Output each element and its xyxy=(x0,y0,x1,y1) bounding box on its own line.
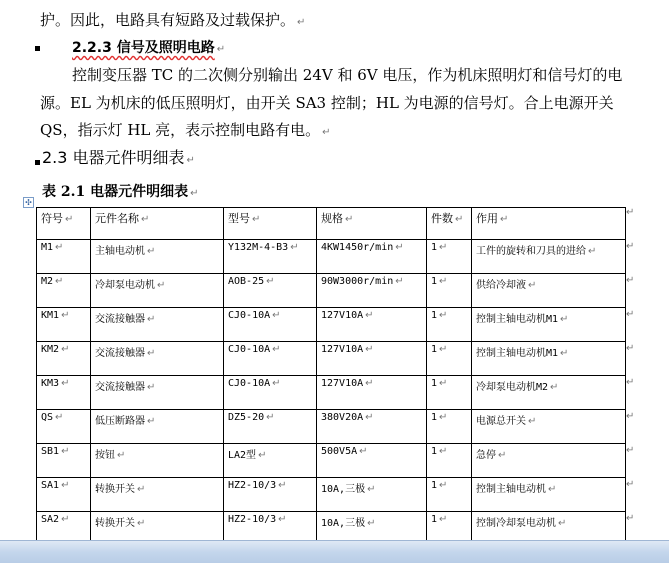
table-row xyxy=(37,376,626,410)
table-cell[interactable]: 1 ↵ xyxy=(427,274,472,308)
table-cell[interactable]: 127V10A ↵ xyxy=(317,376,427,410)
paragraph-line-1: 控制变压器 TC 的二次侧分别输出 24V 和 6V 电压，作为机床照明灯和信号灯的电 xyxy=(72,66,623,84)
paragraph-line-2: 源。EL 为机床的低压照明灯，由开关 SA3 控制；HL 为电源的信号灯。合上电源开关 xyxy=(40,94,614,112)
table-cell[interactable]: 控制主轴电动机 ↵ xyxy=(472,478,626,512)
table-cell[interactable]: QS ↵ xyxy=(37,410,91,444)
table-cell[interactable]: DZ5-20 ↵ xyxy=(224,410,317,444)
row-end-mark: ↵ xyxy=(626,207,635,218)
table-cell[interactable]: 低压断路器 ↵ xyxy=(91,410,224,444)
table-header-cell[interactable]: 符号 ↵ xyxy=(37,208,91,240)
table-cell[interactable]: 1 ↵ xyxy=(427,478,472,512)
table-cell[interactable]: 工件的旋转和刀具的进给 ↵ xyxy=(472,240,626,274)
table-cell[interactable]: SB1 ↵ xyxy=(37,444,91,478)
table-cell[interactable]: HZ2-10/3 ↵ xyxy=(224,478,317,512)
table-cell[interactable]: 急停 ↵ xyxy=(472,444,626,478)
table-caption: 表 2.1 电器元件明细表 ↵ xyxy=(42,184,199,200)
table-cell[interactable]: 按钮 ↵ xyxy=(91,444,224,478)
table-header-cell[interactable]: 规格 ↵ xyxy=(317,208,427,240)
text-line-top: 护。因此，电路具有短路及过载保护。 ↵ xyxy=(40,11,306,29)
table-cell[interactable]: 控制主轴电动机M1 ↵ xyxy=(472,308,626,342)
paragraph-line-3: QS，指示灯 HL 亮，表示控制电路有电。 ↵ xyxy=(40,121,331,139)
table-cell[interactable]: 冷却泵电动机 ↵ xyxy=(91,274,224,308)
row-end-mark: ↵ xyxy=(626,445,635,456)
table-header-row xyxy=(37,208,626,240)
table-row xyxy=(37,410,626,444)
table-cell[interactable]: CJ0-10A ↵ xyxy=(224,342,317,376)
table-header-cell[interactable]: 件数 ↵ xyxy=(427,208,472,240)
row-end-mark: ↵ xyxy=(626,275,635,286)
table-cell[interactable]: 转换开关 ↵ xyxy=(91,478,224,512)
table-row xyxy=(37,342,626,376)
table-cell[interactable]: 电源总开关 ↵ xyxy=(472,410,626,444)
row-end-mark: ↵ xyxy=(626,241,635,252)
row-end-mark: ↵ xyxy=(626,343,635,354)
table-cell[interactable]: 1 ↵ xyxy=(427,410,472,444)
row-end-marks xyxy=(626,207,638,540)
table-cell[interactable]: CJ0-10A ↵ xyxy=(224,376,317,410)
table-header-cell[interactable]: 元件名称 ↵ xyxy=(91,208,224,240)
row-end-mark: ↵ xyxy=(626,377,635,388)
table-cell[interactable]: KM1 ↵ xyxy=(37,308,91,342)
table-cell[interactable]: Y132M-4-B3 ↵ xyxy=(224,240,317,274)
table-cell[interactable]: M2 ↵ xyxy=(37,274,91,308)
table-cell[interactable]: 380V20A ↵ xyxy=(317,410,427,444)
table-cell[interactable]: SA2 ↵ xyxy=(37,512,91,541)
table-cell[interactable]: AOB-25 ↵ xyxy=(224,274,317,308)
table-cell[interactable]: 4KW1450r/min ↵ xyxy=(317,240,427,274)
heading-bullet xyxy=(35,46,40,51)
status-bar xyxy=(0,540,669,563)
table-cell[interactable]: 交流接触器 ↵ xyxy=(91,376,224,410)
table-cell[interactable]: 主轴电动机 ↵ xyxy=(91,240,224,274)
table-cell[interactable]: 交流接触器 ↵ xyxy=(91,342,224,376)
table-header-cell[interactable]: 作用 ↵ xyxy=(472,208,626,240)
table-row xyxy=(37,308,626,342)
table-row xyxy=(37,444,626,478)
table-cell[interactable]: 控制冷却泵电动机 ↵ xyxy=(472,512,626,541)
table-cell[interactable]: M1 ↵ xyxy=(37,240,91,274)
component-table xyxy=(36,207,626,540)
table-cell[interactable]: 交流接触器 ↵ xyxy=(91,308,224,342)
table-row xyxy=(37,240,626,274)
table-cell[interactable]: KM2 ↵ xyxy=(37,342,91,376)
table-row xyxy=(37,274,626,308)
table-cell[interactable]: 控制主轴电动机M1 ↵ xyxy=(472,342,626,376)
table-cell[interactable]: 1 ↵ xyxy=(427,376,472,410)
table-cell[interactable]: 10A,三极 ↵ xyxy=(317,478,427,512)
table-cell[interactable]: HZ2-10/3 ↵ xyxy=(224,512,317,541)
table-cell[interactable]: 1 ↵ xyxy=(427,240,472,274)
table-move-handle-icon[interactable]: ✣ xyxy=(23,197,34,208)
table-cell[interactable]: 127V10A ↵ xyxy=(317,342,427,376)
table-cell[interactable]: KM3 ↵ xyxy=(37,376,91,410)
heading-2-2-3: 2.2.3 信号及照明电路 ↵ xyxy=(72,40,226,56)
heading-bullet xyxy=(35,160,40,165)
table-cell[interactable]: LA2型 ↵ xyxy=(224,444,317,478)
row-end-mark: ↵ xyxy=(626,309,635,320)
table-header-cell[interactable]: 型号 ↵ xyxy=(224,208,317,240)
table-cell[interactable]: 1 ↵ xyxy=(427,308,472,342)
table-cell[interactable]: 1 ↵ xyxy=(427,512,472,541)
table-cell[interactable]: SA1 ↵ xyxy=(37,478,91,512)
row-end-mark: ↵ xyxy=(626,411,635,422)
table-row xyxy=(37,512,626,541)
heading-2-3: 2.3 电器元件明细表 ↵ xyxy=(42,148,195,167)
table-cell[interactable]: 127V10A ↵ xyxy=(317,308,427,342)
table-cell[interactable]: 500V5A ↵ xyxy=(317,444,427,478)
table-cell[interactable]: 10A,三极 ↵ xyxy=(317,512,427,541)
table-cell[interactable]: 冷却泵电动机M2 ↵ xyxy=(472,376,626,410)
table-cell[interactable]: 供给冷却液 ↵ xyxy=(472,274,626,308)
table-cell[interactable]: 转换开关 ↵ xyxy=(91,512,224,541)
row-end-mark: ↵ xyxy=(626,479,635,490)
table-cell[interactable]: CJ0-10A ↵ xyxy=(224,308,317,342)
row-end-mark: ↵ xyxy=(626,513,635,524)
table-cell[interactable]: 90W3000r/min ↵ xyxy=(317,274,427,308)
table-cell[interactable]: 1 ↵ xyxy=(427,342,472,376)
table-row xyxy=(37,478,626,512)
table-cell[interactable]: 1 ↵ xyxy=(427,444,472,478)
